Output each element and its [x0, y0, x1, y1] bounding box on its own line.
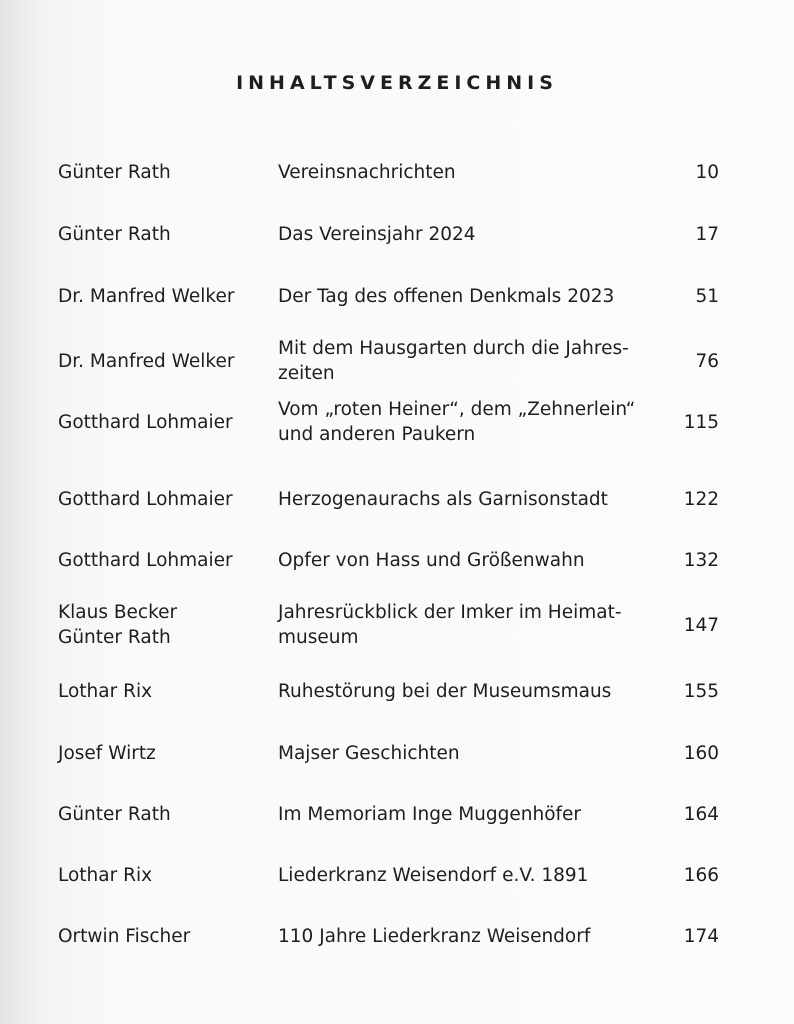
toc-author-name: Günter Rath: [58, 627, 171, 648]
toc-author: [58, 487, 263, 512]
toc-page-number: 160: [683, 742, 719, 764]
toc-article-title: Opfer von Hass und Größenwahn: [278, 549, 585, 571]
toc-article-title: Herzogenaurachs als Garnisonstadt: [278, 488, 608, 510]
toc-article-title: Vom „roten Heiner“, dem „Zehnerlein“ und anderen Paukern: [278, 399, 636, 445]
toc-page-number: 76: [695, 350, 719, 372]
toc-article-title: Liederkranz Weisendorf e.V. 1891: [278, 864, 589, 886]
toc-article-title: Ruhestörung bei der Museumsmaus: [278, 680, 612, 702]
toc-author: [58, 222, 263, 247]
page-title: INHALTSVERZEICHNIS: [236, 72, 558, 94]
toc-article-title: Jahresrückblick der Imker im Heimat- museum: [278, 602, 622, 648]
toc-page-number: 115: [683, 411, 719, 433]
toc-author-name: Ortwin Fischer: [58, 925, 191, 947]
toc-author-name: Dr. Manfred Welker: [58, 350, 235, 372]
toc-article-title: Das Vereinsjahr 2024: [278, 223, 476, 245]
toc-author: [58, 160, 263, 185]
toc-author-name: Günter Rath: [58, 803, 171, 825]
toc-author-name: Lothar Rix: [58, 680, 153, 702]
toc-author-name: Gotthard Lohmaier: [58, 549, 233, 571]
toc-article-title: Vereinsnachrichten: [278, 161, 456, 183]
toc-author-name: Gotthard Lohmaier: [58, 488, 233, 510]
toc-author: [58, 410, 263, 435]
toc-author-name: Günter Rath: [58, 161, 171, 183]
toc-page-number: 132: [683, 549, 719, 571]
toc-author: [58, 741, 263, 766]
toc-author-name: Josef Wirtz: [58, 742, 156, 764]
toc-article-title: Der Tag des offenen Denkmals 2023: [278, 285, 615, 307]
toc-page-number: 155: [683, 680, 719, 702]
toc-page-number: 147: [683, 614, 719, 636]
toc-author: [58, 802, 263, 827]
toc-author-name: Günter Rath: [58, 223, 171, 245]
toc-author-name: Gotthard Lohmaier: [58, 411, 233, 433]
toc-article-title: 110 Jahre Liederkranz Weisendorf: [278, 925, 591, 947]
toc-author: [58, 924, 263, 949]
toc-article-title: Im Memoriam Inge Muggenhöfer: [278, 803, 582, 825]
toc-author-name: Lothar Rix: [58, 864, 153, 886]
toc-page-number: 51: [695, 285, 719, 307]
toc-author-name: Klaus Becker: [58, 602, 178, 623]
toc-author: [58, 349, 263, 374]
toc-author: [58, 863, 263, 888]
toc-page-number: 166: [683, 864, 719, 886]
toc-author: [58, 679, 263, 704]
toc-author-name: Dr. Manfred Welker: [58, 285, 235, 307]
toc-page-number: 122: [683, 488, 719, 510]
toc-author: [58, 284, 263, 309]
toc-author: [58, 600, 263, 650]
toc-article-title: Mit dem Hausgarten durch die Jahres- zeiten: [278, 338, 629, 384]
toc-article-title: Majser Geschichten: [278, 742, 460, 764]
toc-page-number: 174: [683, 925, 719, 947]
toc-page-number: 17: [695, 223, 719, 245]
toc-page-number: 10: [695, 161, 719, 183]
toc-page-number: 164: [683, 803, 719, 825]
toc-author: [58, 548, 263, 573]
